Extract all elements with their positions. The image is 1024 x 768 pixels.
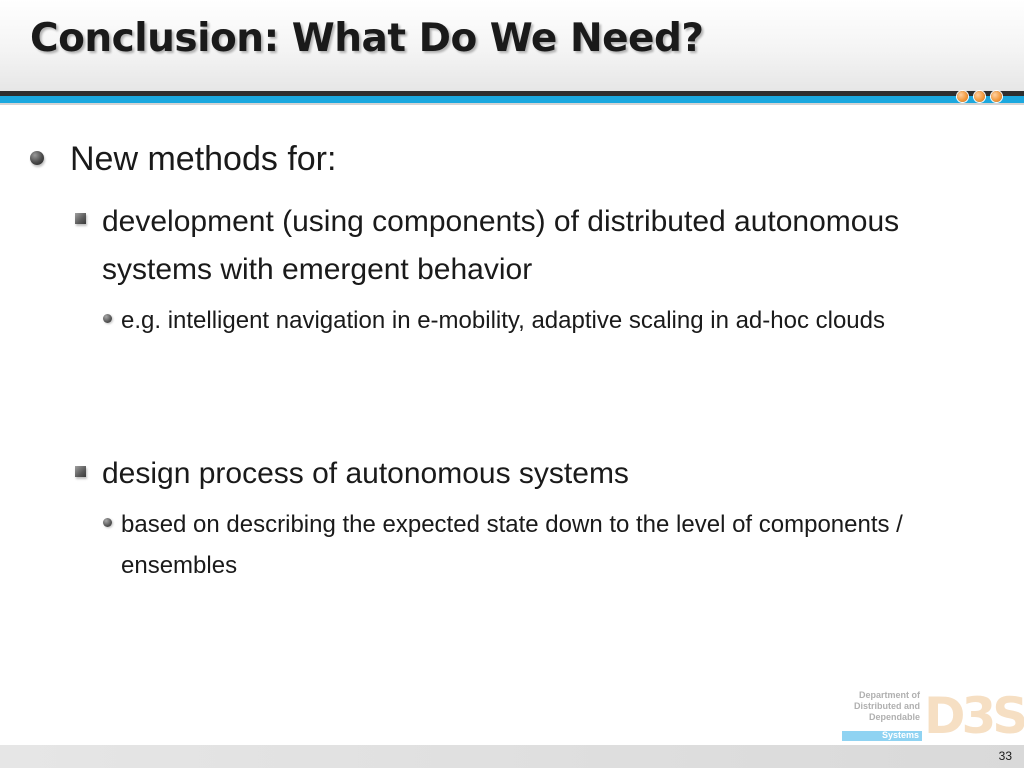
orange-dot-icon (957, 91, 968, 102)
orange-dot-icon (991, 91, 1002, 102)
title-bar (0, 0, 1024, 92)
d3s-logo (842, 687, 1024, 745)
bullet-level1: New methods for: (70, 140, 337, 178)
title-divider-blue (0, 96, 1024, 103)
bullet-level3-item-2: based on describing the expected state down to the level of components / ensembles (121, 511, 903, 579)
square-bullet-icon (75, 466, 86, 477)
logo-caption (854, 690, 920, 723)
small-round-bullet-icon (103, 518, 112, 527)
logo-band (842, 731, 922, 741)
slide-title: Conclusion: What Do We Need? (30, 16, 704, 61)
bullet-level2-item-1: development (using components) of distributed autonomous systems with emergent behavior (102, 205, 900, 286)
small-round-bullet-icon (103, 314, 112, 323)
square-bullet-icon (75, 213, 86, 224)
bullet-level3-item-1: e.g. intelligent navigation in e-mobility, adaptive scaling in ad-hoc clouds (121, 307, 886, 334)
page-number: 33 (998, 749, 1012, 763)
logo-caption-line: Distributed and (853, 701, 920, 711)
logo-caption-line: Dependable (868, 712, 920, 722)
decorative-dots (957, 91, 1002, 102)
orange-dot-icon (974, 91, 985, 102)
title-divider-light (0, 103, 1024, 105)
logo-mark: D3S (924, 687, 1024, 745)
bullet-level2-item-2: design process of autonomous systems (102, 457, 629, 490)
footer-bar (0, 745, 1024, 768)
logo-caption-line: Department of (858, 690, 920, 700)
logo-caption-line: Systems (881, 730, 919, 740)
round-bullet-icon (30, 151, 44, 165)
